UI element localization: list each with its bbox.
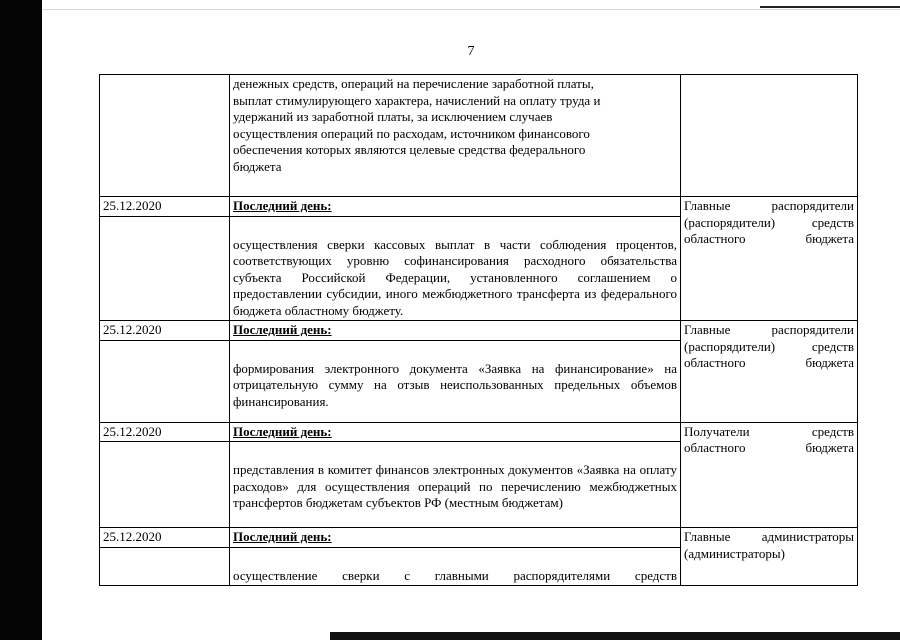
page-number: 7 bbox=[467, 44, 475, 59]
table-row bbox=[100, 197, 858, 217]
deadline-label: Последний день: bbox=[230, 321, 681, 341]
description-line: удержаний из заработной платы, за исключением случаев bbox=[233, 109, 553, 124]
description-line: выплат стимулирующего характера, начислений на оплату труда и bbox=[233, 92, 601, 108]
schedule-table bbox=[99, 74, 858, 586]
date-cell: 25.12.2020 bbox=[100, 422, 230, 442]
deadline-label: Последний день: bbox=[230, 197, 681, 217]
date-cell: 25.12.2020 bbox=[100, 321, 230, 341]
table-row bbox=[100, 75, 858, 197]
date-cell: 25.12.2020 bbox=[100, 197, 230, 217]
date-cell bbox=[100, 547, 230, 586]
table-row bbox=[100, 321, 858, 341]
responsible-cell: Главные распорядители (распорядители) средств областного бюджета bbox=[681, 321, 858, 423]
description-cell bbox=[230, 75, 681, 197]
deadline-label: Последний день: bbox=[230, 422, 681, 442]
responsible-cell: Получатели средств областного бюджета bbox=[681, 422, 858, 528]
description-cell: формирования электронного документа «Заявка на финансирование» на отрицательную сумму на отзыв неиспользованных предельных объемов финансирования. bbox=[230, 340, 681, 422]
responsible-cell bbox=[681, 75, 858, 197]
table-row bbox=[100, 422, 858, 442]
scan-left-border bbox=[0, 0, 42, 640]
description-line: обеспечения которых являются целевые средства федерального bbox=[233, 142, 586, 157]
scan-top-border bbox=[42, 0, 900, 10]
table-row bbox=[100, 528, 858, 548]
scan-top-mark bbox=[760, 6, 900, 8]
scan-bottom-border bbox=[330, 632, 900, 640]
responsible-cell: Главные распорядители (распорядители) средств областного бюджета bbox=[681, 197, 858, 321]
description-line: бюджета bbox=[233, 158, 282, 174]
deadline-label: Последний день: bbox=[230, 528, 681, 548]
date-cell bbox=[100, 216, 230, 321]
description-cell: представления в комитет финансов электронных документов «Заявка на оплату расходов» для осуществления операций по перечислению межбюджетных трансфертов бюджетам субъектов РФ (местным бюджетам) bbox=[230, 442, 681, 528]
description-line: денежных средств, операций на перечисление заработной платы, bbox=[233, 76, 594, 91]
date-cell: 25.12.2020 bbox=[100, 528, 230, 548]
description-line: осуществления операций по расходам, источником финансового bbox=[233, 125, 590, 141]
date-cell bbox=[100, 75, 230, 197]
description-cell: осуществления сверки кассовых выплат в части соблюдения процентов, соответствующих уровню софинансирования расходного обязательства субъекта Российской Федерации, установленного соглашением о предоставлении субсидии, иного межбюджетного трансферта из федерального бюджета областному бюджету. bbox=[230, 216, 681, 321]
description-cell: осуществление сверки с главными распорядителями средств bbox=[230, 547, 681, 586]
date-cell bbox=[100, 340, 230, 422]
responsible-cell: Главные администраторы (администраторы) bbox=[681, 528, 858, 586]
date-cell bbox=[100, 442, 230, 528]
